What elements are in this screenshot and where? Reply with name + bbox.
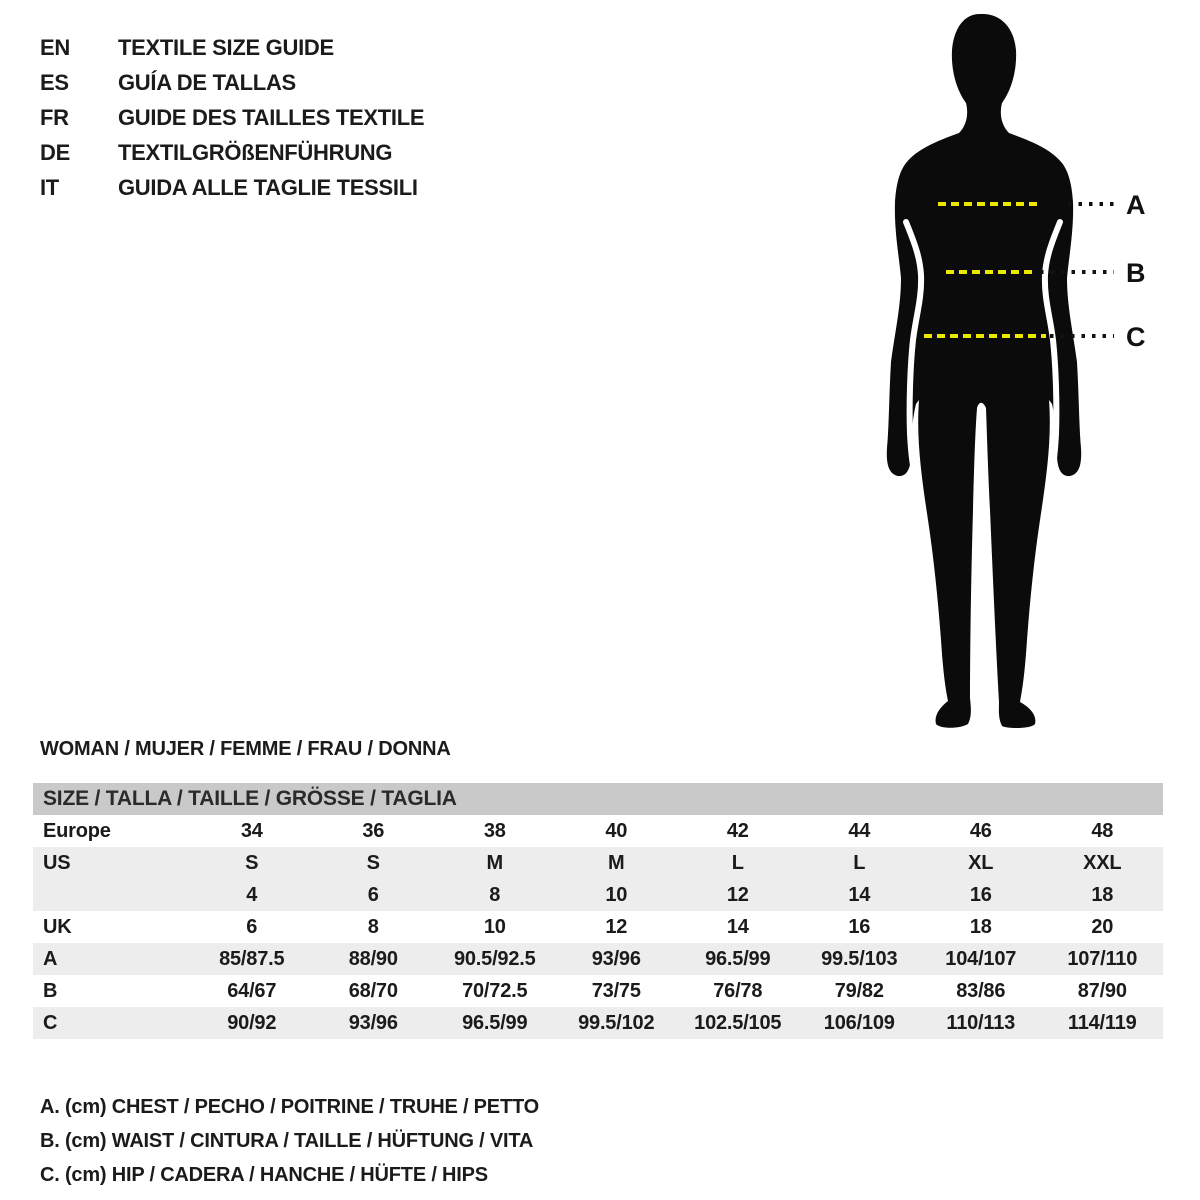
language-code: ES: [40, 70, 69, 95]
language-code: DE: [40, 140, 70, 165]
size-cell: 93/96: [591, 947, 641, 970]
size-cell: 34: [240, 819, 263, 842]
size-cell: 16: [969, 883, 992, 906]
size-cell: 102.5/105: [694, 1011, 782, 1034]
size-cell: 18: [1091, 883, 1114, 906]
woman-silhouette-figure: [880, 10, 1180, 750]
size-cell: 46: [969, 819, 992, 842]
size-cell: 10: [605, 883, 628, 906]
size-cell: 104/107: [945, 947, 1017, 970]
size-cell: 83/86: [956, 979, 1006, 1002]
size-cell: 79/82: [834, 979, 884, 1002]
size-cell: 88/90: [348, 947, 398, 970]
language-code: IT: [40, 175, 59, 200]
size-cell: 87/90: [1077, 979, 1127, 1002]
table-row: [33, 911, 1163, 943]
size-cell: 96.5/99: [462, 1011, 528, 1034]
marker-label-a: A: [1126, 190, 1146, 220]
size-cell: 44: [848, 819, 871, 842]
language-label: TEXTILE SIZE GUIDE: [118, 35, 334, 60]
size-cell: XXL: [1083, 851, 1122, 874]
language-label: TEXTILGRÖßENFÜHRUNG: [118, 140, 393, 165]
size-cell: 99.5/103: [821, 947, 898, 970]
size-cell: 6: [246, 915, 258, 938]
language-code: EN: [40, 35, 70, 60]
row-label: C: [43, 1011, 58, 1034]
marker-label-c: C: [1126, 322, 1146, 352]
legend-line: C. (cm) HIP / CADERA / HANCHE / HÜFTE / HIPS: [40, 1164, 488, 1186]
row-label: Europe: [43, 819, 111, 842]
row-label: A: [43, 947, 58, 970]
size-table-header: SIZE / TALLA / TAILLE / GRÖSSE / TAGLIA: [33, 783, 1163, 815]
legend-line: B. (cm) WAIST / CINTURA / TAILLE / HÜFTUNG / VITA: [40, 1130, 534, 1152]
language-code: FR: [40, 105, 69, 130]
size-cell: M: [486, 851, 503, 874]
size-cell: L: [731, 851, 744, 874]
size-cell: 4: [246, 883, 258, 906]
size-cell: M: [608, 851, 625, 874]
language-label: GUIDA ALLE TAGLIE TESSILI: [118, 175, 418, 200]
size-cell: 12: [605, 915, 628, 938]
size-cell: XL: [968, 851, 994, 874]
size-cell: 36: [362, 819, 385, 842]
size-cell: 14: [726, 915, 749, 938]
size-cell: 90/92: [227, 1011, 277, 1034]
size-cell: 93/96: [348, 1011, 398, 1034]
table-row: [33, 975, 1163, 1007]
size-table: [33, 783, 1163, 1039]
size-cell: S: [245, 851, 259, 874]
size-cell: 16: [848, 915, 871, 938]
size-cell: 107/110: [1067, 947, 1138, 970]
size-cell: 73/75: [591, 979, 641, 1002]
section-title: WOMAN / MUJER / FEMME / FRAU / DONNA: [40, 738, 451, 760]
size-cell: 68/70: [348, 979, 398, 1002]
size-cell: 48: [1091, 819, 1114, 842]
table-row: [33, 1007, 1163, 1039]
size-cell: S: [366, 851, 380, 874]
size-cell: 76/78: [713, 979, 763, 1002]
size-cell: 10: [483, 915, 506, 938]
language-row: [40, 170, 424, 205]
size-cell: 90.5/92.5: [453, 947, 536, 970]
size-table-body: [33, 815, 1163, 1039]
table-row: [33, 847, 1163, 879]
row-label: UK: [43, 915, 72, 938]
size-cell: 40: [605, 819, 628, 842]
row-label: US: [43, 851, 71, 874]
size-cell: 42: [726, 819, 749, 842]
size-cell: 6: [367, 883, 379, 906]
legend-list: [40, 1090, 539, 1192]
legend-line: A. (cm) CHEST / PECHO / POITRINE / TRUHE / PETTO: [40, 1096, 539, 1118]
size-cell: 110/113: [946, 1011, 1016, 1034]
marker-label-b: B: [1126, 258, 1146, 288]
table-row: [33, 943, 1163, 975]
size-cell: 8: [489, 883, 501, 906]
size-cell: 96.5/99: [705, 947, 771, 970]
size-cell: 70/72.5: [462, 979, 528, 1002]
size-cell: 114/119: [1067, 1011, 1137, 1034]
size-cell: 64/67: [227, 979, 277, 1002]
language-row: [40, 65, 424, 100]
language-label: GUÍA DE TALLAS: [118, 70, 296, 95]
size-cell: 12: [726, 883, 749, 906]
size-cell: 99.5/102: [578, 1011, 655, 1034]
row-label: B: [43, 979, 58, 1002]
language-row: [40, 30, 424, 65]
size-cell: 8: [367, 915, 379, 938]
table-row: [33, 879, 1163, 911]
language-row: [40, 135, 424, 170]
language-row: [40, 100, 424, 135]
size-cell: 106/109: [823, 1011, 895, 1034]
language-label: GUIDE DES TAILLES TEXTILE: [118, 105, 425, 130]
language-list: [40, 30, 424, 205]
size-cell: 14: [848, 883, 871, 906]
size-cell: 38: [483, 819, 506, 842]
table-row: [33, 815, 1163, 847]
woman-silhouette: [887, 14, 1081, 728]
size-cell: 20: [1091, 915, 1114, 938]
size-cell: L: [853, 851, 866, 874]
size-cell: 85/87.5: [219, 947, 285, 970]
size-cell: 18: [969, 915, 992, 938]
